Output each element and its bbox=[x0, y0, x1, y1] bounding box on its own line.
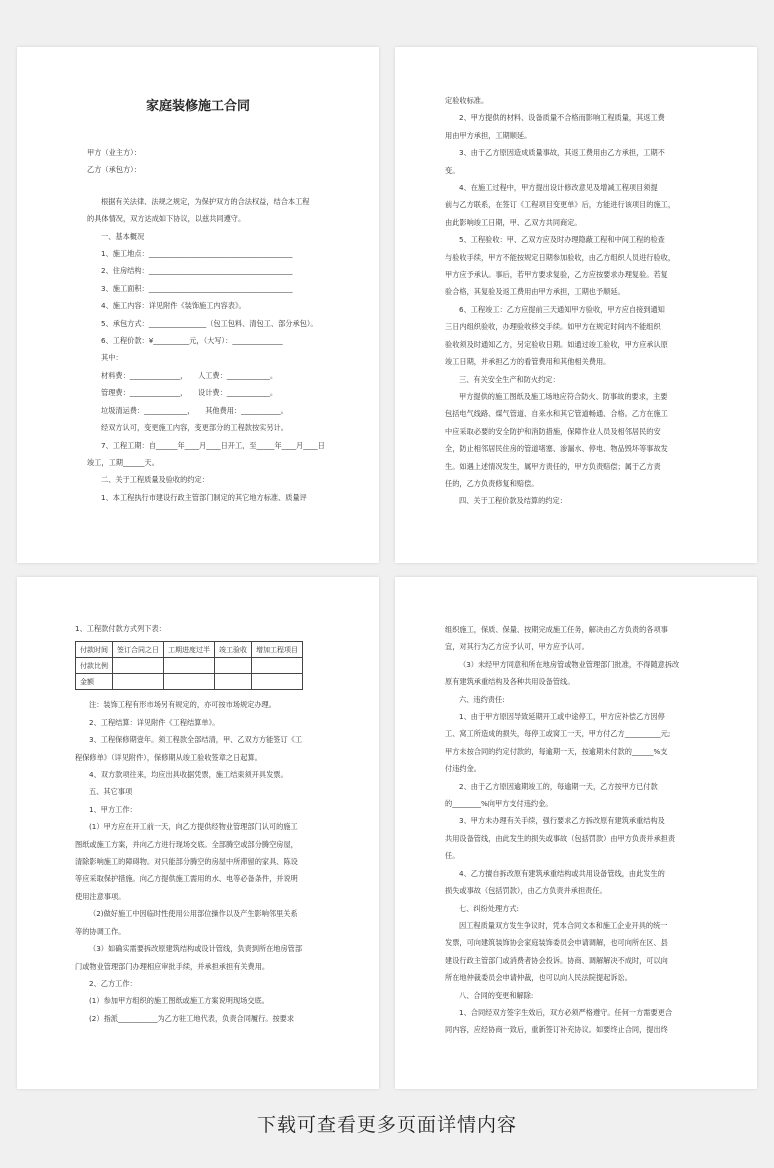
table-cell: 付款时间 bbox=[76, 642, 113, 658]
text-line: 管理费：______________， 设计费：____________。 bbox=[101, 388, 278, 398]
text-line: 2、甲方提供的材料、设备质量不合格而影响工程质量，其返工费 bbox=[459, 113, 665, 123]
text-line: (1）甲方应在开工前一天，向乙方提供经物业管理部门认可的施工 bbox=[89, 822, 298, 832]
text-line: 等应采取保护措施。向乙方提供施工需用的水、电等必备条件，并说明 bbox=[75, 874, 298, 884]
page-3-body bbox=[17, 620, 379, 1027]
page-3-text bbox=[75, 696, 324, 1027]
text-line: (1）参加甲方组织的施工图纸或施工方案说明现场交底。 bbox=[89, 996, 269, 1006]
payment-table bbox=[75, 641, 303, 690]
text-line: 3、甲方未办理有关手续，强行要求乙方拆改原有建筑承重结构及 bbox=[459, 816, 665, 826]
table-cell: 金额 bbox=[76, 674, 113, 690]
text-line: 三、有关安全生产和防火约定： bbox=[459, 374, 560, 384]
text-line: 5、工程验收：甲、乙双方应及时办理隐蔽工程和中间工程的检查 bbox=[459, 235, 665, 245]
text-line: 3、工程保修期壹年。须工程款全部结清，甲、乙双方方能签订《工 bbox=[89, 735, 303, 745]
text-line: 变。 bbox=[445, 165, 460, 175]
download-more-footer: 下载可查看更多页面详情内容 bbox=[256, 1114, 517, 1136]
text-line: 2、住房结构：________________________________________ bbox=[101, 266, 293, 276]
text-line: 八、合同的变更和解除: bbox=[459, 990, 534, 1000]
text-line: 与验收手续，甲方不能按规定日期参加验收，由乙方组织人员进行验收， bbox=[445, 252, 676, 262]
text-line: 经双方认可，变更施工内容，变更部分的工程款按实另计。 bbox=[101, 423, 288, 433]
text-line: 6、工程价款：¥__________元，（大写）：______________ bbox=[101, 336, 283, 346]
text-line: 1、甲方工作： bbox=[89, 804, 137, 814]
text-line: 中应采取必要的安全防护和消防措施，保障作业人员及相邻居民的安 bbox=[445, 426, 661, 436]
text-line: 注：装饰工程有形市场另有规定的，亦可按市场规定办理。 bbox=[89, 700, 276, 710]
text-line: 6、工程竣工：乙方应提前三天通知甲方验收，甲方应自接到通知 bbox=[459, 304, 665, 314]
text-line: 4、施工内容：详见附件《装饰施工内容表》。 bbox=[101, 301, 246, 311]
table-cell bbox=[252, 674, 303, 690]
text-line: 使用注意事项。 bbox=[75, 891, 126, 901]
text-line: 2、乙方工作： bbox=[89, 978, 137, 988]
text-line: 2、工程结算：详见附件《工程结算单》。 bbox=[89, 717, 220, 727]
text-line: 4、在施工过程中，甲方提出设计修改意见及增减工程项目须提 bbox=[459, 183, 658, 193]
text-line: (2）指派___________为乙方驻工地代表，负责合同履行。按要求 bbox=[89, 1013, 295, 1023]
text-line: 定验收标准。 bbox=[445, 96, 489, 105]
text-line: 包括电气线路、煤气管道、自来水和其它管道畅通、合格。乙方在施工 bbox=[445, 409, 668, 419]
text-line: 1、合同经双方签字生效后，双方必须严格遵守。任何一方需要更合 bbox=[459, 1007, 673, 1017]
text-line: 3、施工面积：________________________________________ bbox=[101, 283, 293, 293]
table-cell bbox=[164, 674, 215, 690]
text-line: 全，防止相邻居民住房的管道堵塞、渗漏水、停电、物品毁坏等事故发 bbox=[445, 444, 668, 454]
text-line: 4、双方款项往来，均应出具收据凭票，施工结束须开具发票。 bbox=[89, 770, 288, 780]
page-4-body bbox=[395, 621, 757, 1039]
text-line: 其中： bbox=[101, 353, 123, 363]
text-line: 付违约金。 bbox=[445, 764, 481, 774]
text-line: 组织施工，保质、保量、按期完成施工任务，解决由乙方负责的各项事 bbox=[445, 625, 668, 634]
table-cell bbox=[113, 658, 164, 674]
text-line: 建设行政主管部门或消费者协会投诉。协商、调解解决不成时，可以向 bbox=[445, 955, 668, 965]
text-line: 六、违约责任: bbox=[459, 694, 505, 704]
text-line: 任的，乙方负责修复和赔偿。 bbox=[445, 478, 539, 488]
text-line: 垃圾清运费：____________， 其他费用：___________。 bbox=[101, 405, 288, 415]
contract-page-4 bbox=[395, 577, 757, 1089]
text-line: 三日内组织验收，办理验收移交手续。如甲方在规定时间内不能组织 bbox=[445, 322, 661, 332]
text-line: 清除影响施工的障碍物。对只能部分腾空的房屋中所滞留的家具、陈设 bbox=[75, 857, 298, 867]
text-line: 验收须及时通知乙方，另定验收日期。如通过竣工验收，甲方应承认原 bbox=[445, 339, 668, 349]
table-cell: 工期进度过半 bbox=[164, 642, 215, 658]
text-line: 竣工，工期______天。 bbox=[87, 457, 159, 467]
text-line: 1、本工程执行市建设行政主管部门制定的其它地方标准、质量评 bbox=[101, 492, 307, 502]
text-line: 材料费：______________， 人工费：____________。 bbox=[101, 370, 278, 380]
text-line: 同内容，应经协商一致后，重新签订补充协议。如要终止合同，提出终 bbox=[445, 1025, 668, 1035]
text-line: 门或物业管理部门办理相应审批手续，并承担承担有关费用。 bbox=[75, 961, 270, 971]
table-cell bbox=[252, 658, 303, 674]
text-line: 五、其它事项 bbox=[89, 787, 133, 797]
contract-page-3 bbox=[17, 577, 379, 1089]
text-line: 2、由于乙方原因逾期竣工的，每逾期一天，乙方按甲方已付款 bbox=[459, 781, 658, 791]
text-line: 1、由于甲方原因导致延期开工或中途停工，甲方应补偿乙方因停 bbox=[459, 712, 665, 722]
text-line: 甲方提供的施工图纸及施工场地应符合防火、防事故的要求，主要 bbox=[459, 391, 668, 401]
text-line: 乙方（承包方）： bbox=[87, 165, 141, 175]
text-line: 图纸或施工方案，并向乙方进行现场交底。全部腾空或部分腾空房屋， bbox=[75, 839, 298, 849]
table-cell: 付款比例 bbox=[76, 658, 113, 674]
text-line: 任。 bbox=[445, 851, 460, 861]
table-cell bbox=[215, 658, 252, 674]
text-line: 7、工程工期：自______年____月____日开工，至_____年____月____日 bbox=[101, 440, 325, 450]
text-line: 根据有关法律、法规之规定，为保护双方的合法权益，结合本工程 bbox=[101, 196, 310, 206]
payment-table-intro: 1、工程款付款方式列下表： bbox=[75, 624, 166, 633]
text-line: 的________%向甲方支付违约金。 bbox=[445, 799, 553, 809]
text-line: 一、基本概况 bbox=[101, 231, 145, 241]
text-line: （2)做好施工中因临时性使用公用部位操作以及产生影响邻里关系 bbox=[89, 909, 298, 919]
table-row bbox=[76, 674, 303, 690]
text-line: 七、纠纷处理方式: bbox=[459, 903, 519, 913]
text-line: 3、由于乙方原因造成质量事故，其返工费用由乙方承担，工期不 bbox=[459, 148, 665, 158]
text-line: 损失或事故（包括罚款），由乙方负责并承担责任。 bbox=[445, 886, 607, 896]
text-line: 生。如遇上述情况发生，属甲方责任的，甲方负责赔偿；属于乙方责 bbox=[445, 461, 661, 471]
table-row bbox=[76, 642, 303, 658]
text-line: 验合格，其复验及返工费用由甲方承担，工期也予顺延。 bbox=[445, 287, 625, 297]
text-line: 二、关于工程质量及验收的约定： bbox=[101, 475, 209, 485]
text-line: 共用设备管线，由此发生的损失或事故（包括罚款）由甲方负责并承担责 bbox=[445, 833, 676, 843]
text-line: 四、关于工程价款及结算的约定： bbox=[459, 496, 567, 506]
text-line bbox=[87, 179, 331, 193]
text-line: 1、施工地点：________________________________________ bbox=[101, 249, 293, 259]
text-line: 的具体情况，双方达成如下协议，以兹共同遵守。 bbox=[87, 214, 246, 224]
text-line: 工、窝工所造成的损失，每停工或窝工一天，甲方付乙方__________元; bbox=[445, 729, 671, 739]
page-2-body bbox=[395, 92, 757, 510]
text-line: 5、承包方式：________________（包工包料、清包工、部分承包）。 bbox=[101, 318, 318, 328]
text-line: 等的协调工作。 bbox=[75, 926, 126, 936]
text-line: 程保修单》（详见附件），保修期从竣工验收签章之日起算。 bbox=[75, 752, 262, 762]
text-line: 发票，可向建筑装饰协会家庭装饰委员会申请调解，也可向所在区、县 bbox=[445, 938, 668, 948]
table-cell bbox=[164, 658, 215, 674]
text-line: 原有建筑承重结构及各种共用设备管线。 bbox=[445, 677, 575, 687]
table-cell: 签订合同之日 bbox=[113, 642, 164, 658]
table-cell: 增加工程项目 bbox=[252, 642, 303, 658]
text-line: 竣工日期，并承担乙方的看管费用和其他相关费用。 bbox=[445, 357, 611, 367]
table-cell: 竣工验收 bbox=[215, 642, 252, 658]
contract-page-2 bbox=[395, 47, 757, 563]
text-line: 甲方未按合同的约定付款的，每逾期一天，按逾期未付款的______%支 bbox=[445, 746, 668, 756]
text-line: 所在地仲裁委员会申请仲裁，也可以向人民法院提起诉讼。 bbox=[445, 973, 632, 983]
text-line: 因工程质量双方发生争议时，凭本合同文本和施工企业开具的统一 bbox=[459, 920, 668, 930]
document-title: 家庭装修施工合同 bbox=[145, 99, 250, 114]
text-line: 4、乙方擅自拆改原有建筑承重结构或共用设备管线，由此发生的 bbox=[459, 868, 665, 878]
text-line: （3）未经甲方同意和所在地房管或物业管理部门批准，不得随意拆改 bbox=[459, 659, 680, 669]
text-line: 甲方（业主方）： bbox=[87, 148, 141, 157]
text-line: 由此影响竣工日期，甲、乙双方共同商定。 bbox=[445, 217, 582, 227]
table-row bbox=[76, 658, 303, 674]
contract-page-1 bbox=[17, 47, 379, 563]
table-cell bbox=[215, 674, 252, 690]
table-cell bbox=[113, 674, 164, 690]
text-line: 前与乙方联系，在签订《工程项目变更单》后，方能进行该项目的施工， bbox=[445, 200, 676, 210]
text-line: （3）如确实需要拆改原建筑结构或设计管线，负责到所在地房管部 bbox=[89, 944, 303, 954]
text-line: 用由甲方承担，工期顺延。 bbox=[445, 130, 532, 140]
text-line: 甲方应予承认。事后，若甲方要求复验，乙方应按要求办理复验。若复 bbox=[445, 270, 668, 280]
text-line: 宜，对其行为乙方应予认可，甲方应予认可。 bbox=[445, 642, 589, 652]
page-1-body bbox=[17, 144, 379, 506]
